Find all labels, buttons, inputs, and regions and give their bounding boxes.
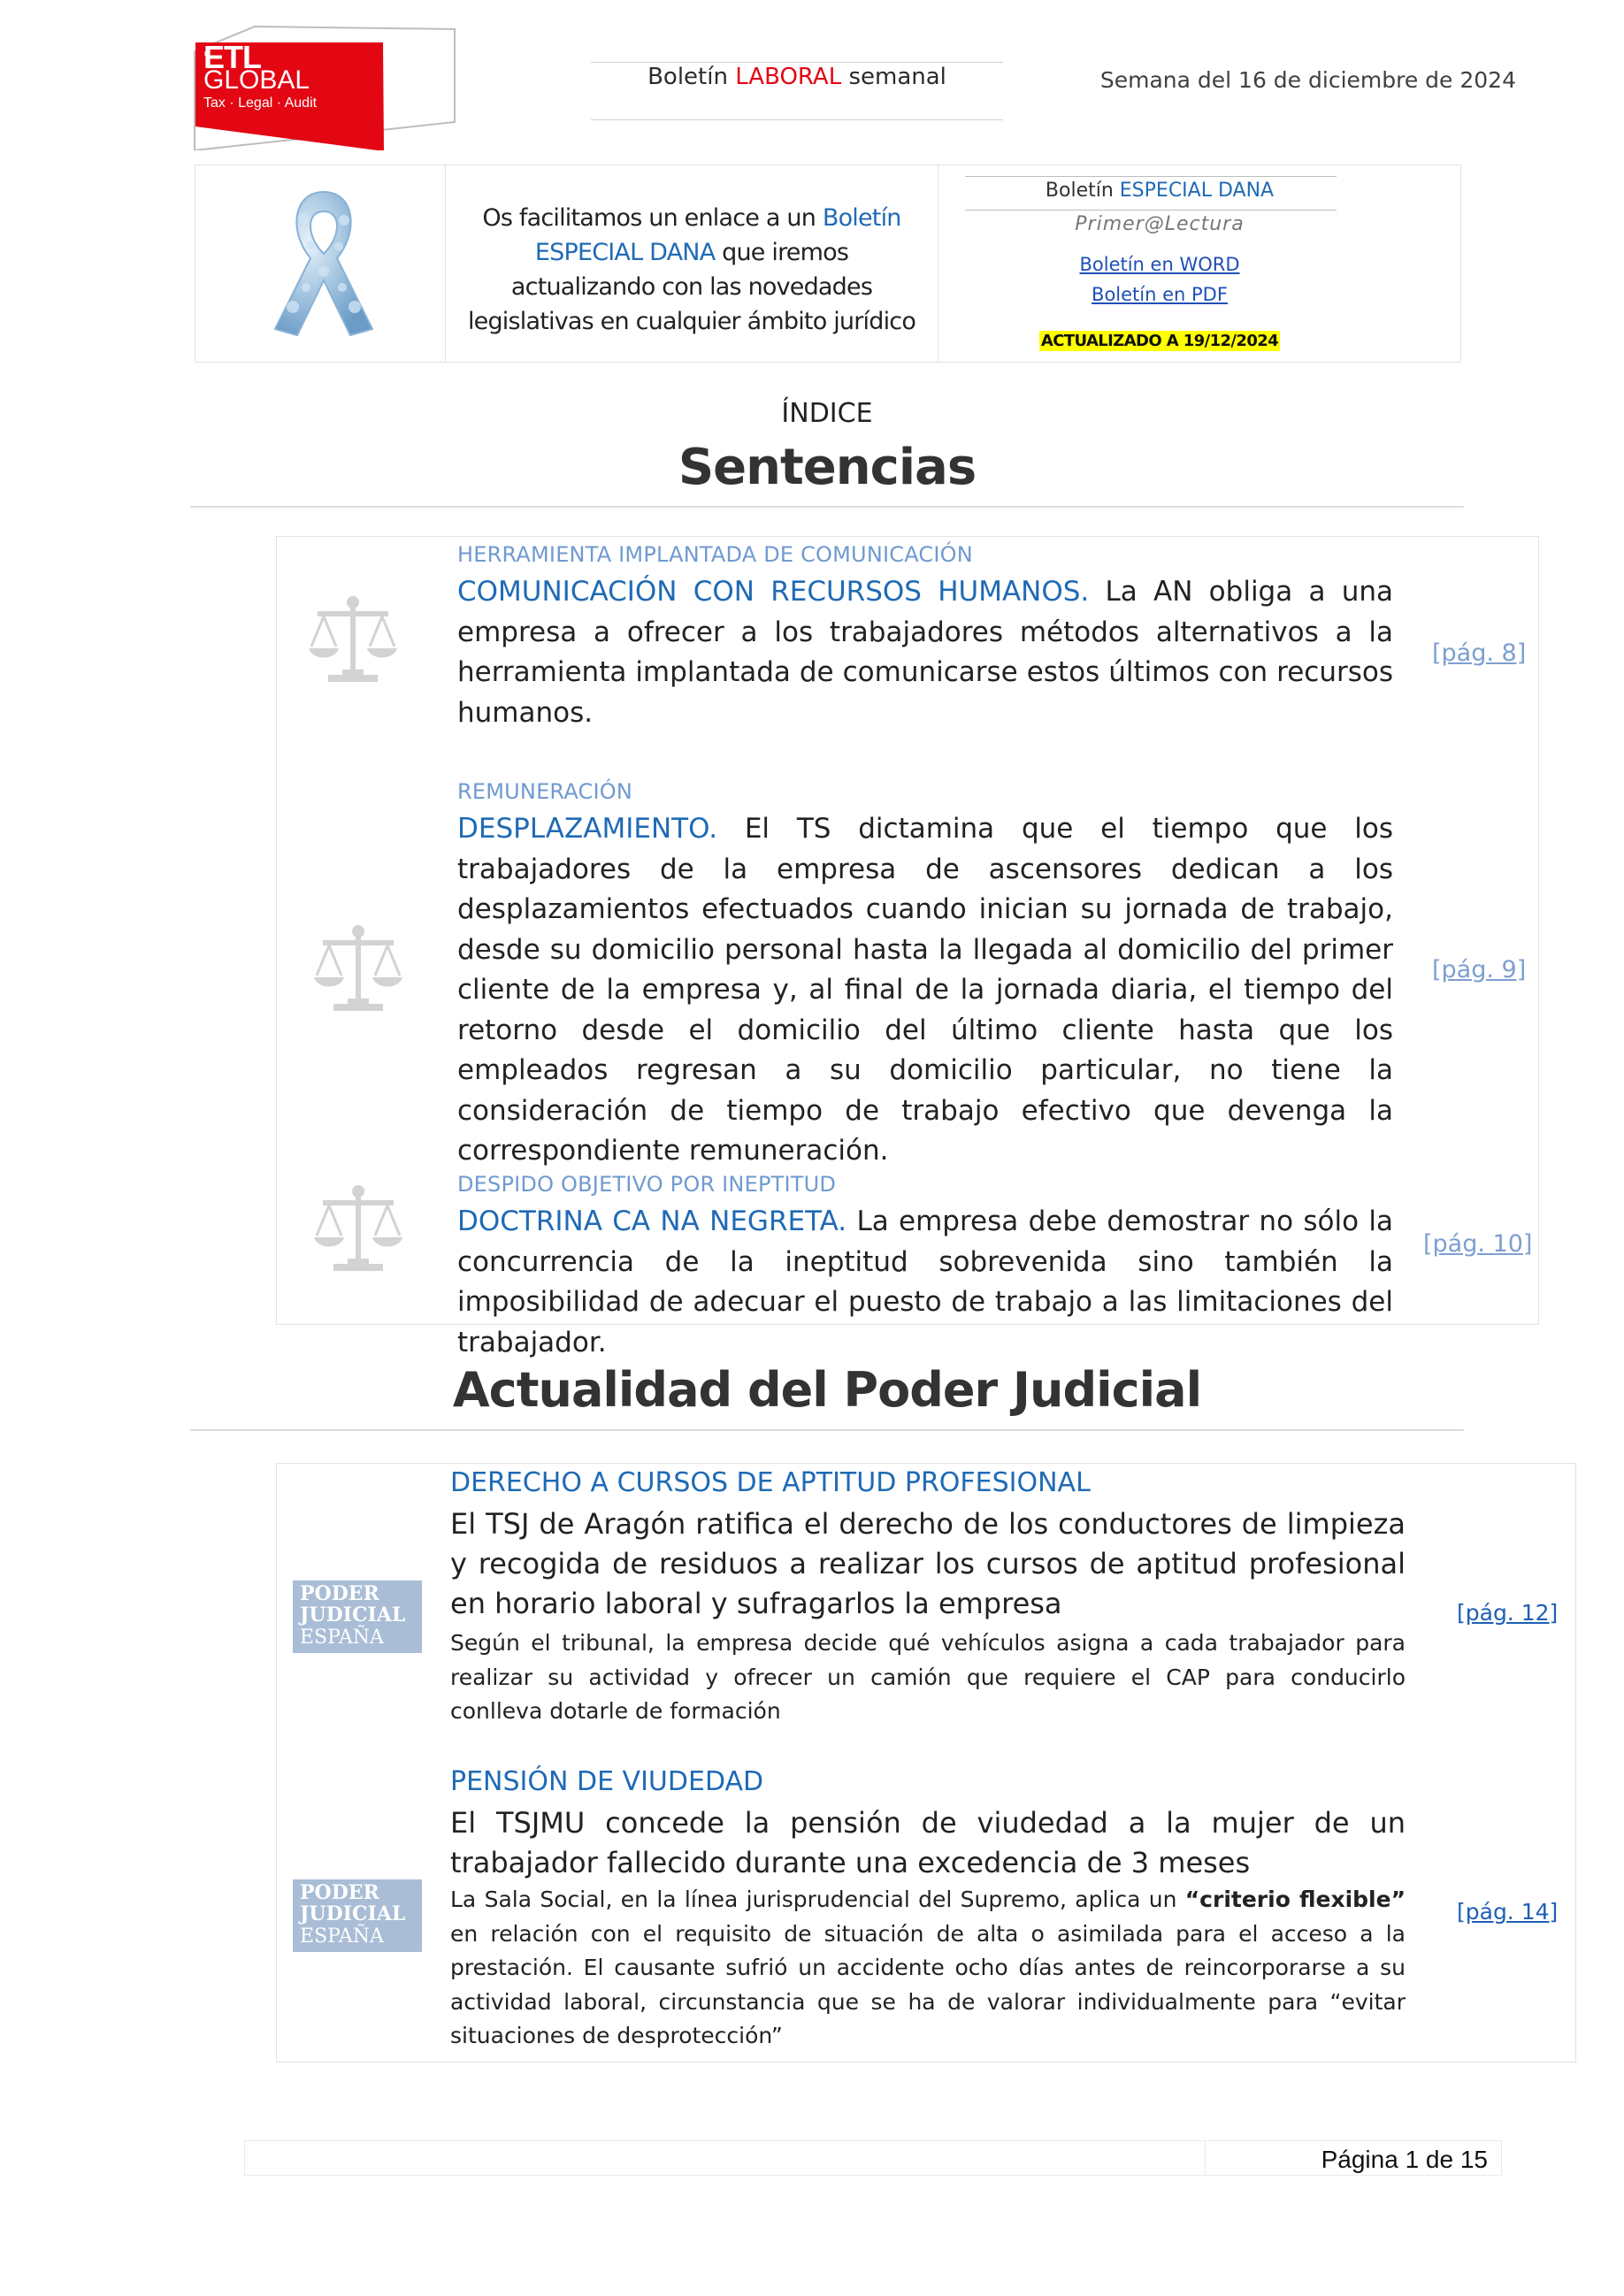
news-body-emphasis: “criterio flexible” [1184,1887,1406,1912]
logo-tagline: Tax · Legal · Audit [203,96,318,111]
news-headline: El TSJ de Aragón ratifica el derecho de los conductores de limpieza y recogida de residuos a realizar los cursos de aptitud profesional en horario laboral y sufragarlos la empresa [450,1507,1406,1620]
sentencia-headline: DESPLAZAMIENTO. [457,813,718,845]
news-headline: El TSJMU concede la pensión de viudedad a la mujer de un trabajador fallecido durante una excedencia de 3 meses [450,1806,1406,1879]
footer-bar [244,2140,1502,2176]
sentencia-headline: DOCTRINA CA NA NEGRETA. [457,1205,847,1237]
dana-text-c: que iremos actualizando con las novedades legislativas en cualquier ámbito jurídico [467,239,916,335]
pj-logo-line1: PODER [300,1582,379,1605]
sentencia-summary [457,572,1393,733]
sentencia-text: La AN obliga a una empresa a ofrecer a los trabajadores métodos alternativos a la herramienta implantada de comunicarse estos últimos con recursos humanos. [457,576,1393,729]
word-link[interactable]: Boletín en WORD [1079,254,1240,275]
dana-description [463,201,920,339]
page-link[interactable]: [pág. 14] [1457,1899,1559,1925]
sentencia-category: REMUNERACIÓN [457,779,633,804]
sentencias-box [276,536,1539,1358]
page-link[interactable]: [pág. 12] [1457,1600,1559,1626]
sentencia-category: DESPIDO OBJETIVO POR INEPTITUD [457,1172,837,1197]
poder-judicial-logo [293,1879,422,1952]
pj-logo-line2: JUDICIAL [300,1902,406,1925]
page-link[interactable]: [pág. 8] [1432,639,1527,667]
page-link[interactable]: [pág. 9] [1432,956,1527,983]
dana-ribbon-cell [195,165,446,362]
sentencia-summary [457,809,1393,1172]
bulletin-suffix: semanal [841,64,946,90]
company-logo [193,25,456,150]
scales-of-justice-icon [314,1182,402,1276]
sentencia-summary [457,1202,1393,1363]
news-body [450,1626,1406,1729]
pj-logo-line2: JUDICIAL [300,1603,406,1626]
news-body-text: Según el tribunal, la empresa decide qué vehículos asigna a cada trabajador para realizar su actividad y ofrecer un camión que requiere el CAP para conducirlo conlleva dotarle de formación [450,1630,1406,1724]
dana-text-cell [446,165,938,362]
scales-of-justice-icon [309,593,397,687]
news-body-text-end: en relación con el requisito de situación de alta o asimilada para el acceso a la prestación. El causante sufrió un accidente ocho días antes de reincorporarse a su actividad laboral, circunstancia que se ha de valorar individualmente para “evitar situaciones de desprotección” [450,1920,1406,2048]
pdf-link[interactable]: Boletín en PDF [1092,284,1228,305]
page-number: Página 1 de 15 [1321,2146,1488,2173]
poder-judicial-logo [293,1580,422,1653]
scales-of-justice-icon [314,922,402,1016]
header-rule-top [591,62,1003,63]
news-category: DERECHO A CURSOS DE APTITUD PROFESIONAL [450,1467,1091,1498]
updated-text: ACTUALIZADO A 19/12/2024 [1040,332,1279,350]
bulletin-prefix: Boletín [647,64,736,90]
index-heading: ÍNDICE [781,398,873,429]
pj-logo-line1: PODER [300,1881,379,1904]
pj-logo-line3: ESPAÑA [300,1925,384,1948]
news-body-text: La Sala Social, en la línea jurisprudencial del Supremo, aplica un [450,1887,1185,1912]
dana-title-blue: ESPECIAL DANA [1119,180,1275,202]
poder-judicial-box [276,1463,1576,2063]
news-body [450,1883,1406,2054]
dana-text-a: Os facilitamos un enlace a un [482,204,823,232]
week-label: Semana del 16 de diciembre de 2024 [1099,67,1516,93]
bulletin-title [591,64,1003,90]
section-title-poder-judicial: Actualidad del Poder Judicial [452,1362,1202,1418]
section-title-sentencias: Sentencias [678,439,977,496]
pj-logo-line3: ESPAÑA [300,1626,384,1649]
header-rule-bottom [591,119,1003,120]
sentencia-category: HERRAMIENTA IMPLANTADA DE COMUNICACIÓN [457,542,973,567]
primer-lectura-label: Primer@Lectura [1075,213,1245,235]
dana-banner [195,165,1461,363]
sentencia-text: La empresa debe demostrar no sólo la concurrencia de la ineptitud sobrevenida sino también la imposibilidad de adecuar el puesto de trabajo a las limitaciones del trabajador. [457,1205,1393,1358]
section-rule-poder-judicial [190,1429,1464,1431]
bulletin-type: LABORAL [735,64,842,90]
footer-divider [1205,2140,1206,2176]
dana-links-cell [938,165,1460,362]
news-category: PENSIÓN DE VIUDEDAD [450,1766,764,1797]
dana-text-highlight: Boletín ESPECIAL DANA [534,204,901,266]
dana-title [938,180,1381,202]
page-link[interactable]: [pág. 10] [1423,1230,1533,1258]
sentencia-text: El TS dictamina que el tiempo que los trabajadores de la empresa de ascensores dedican a los desplazamientos efectuados cuando inician su jornada de trabajo, desde su domicilio personal hasta la llegada al domicilio del primer cliente de la empresa y, al final de la jornada diaria, el tiempo del retorno desde el domicilio del último cliente hasta que los empleados regresan a su domicilio particular, no tiene la consideración de tiempo de trabajo efectivo que devenga la correspondiente remuneración. [457,813,1393,1167]
logo-global: GLOBAL [203,65,310,95]
updated-badge [938,332,1381,350]
sentencia-headline: COMUNICACIÓN CON RECURSOS HUMANOS. [457,576,1090,608]
dana-rule-top [965,176,1337,177]
logo-etl: ETL [203,39,261,75]
dana-title-prefix: Boletín [1045,180,1120,202]
ribbon-icon [257,183,390,342]
section-rule-sentencias [190,506,1464,508]
